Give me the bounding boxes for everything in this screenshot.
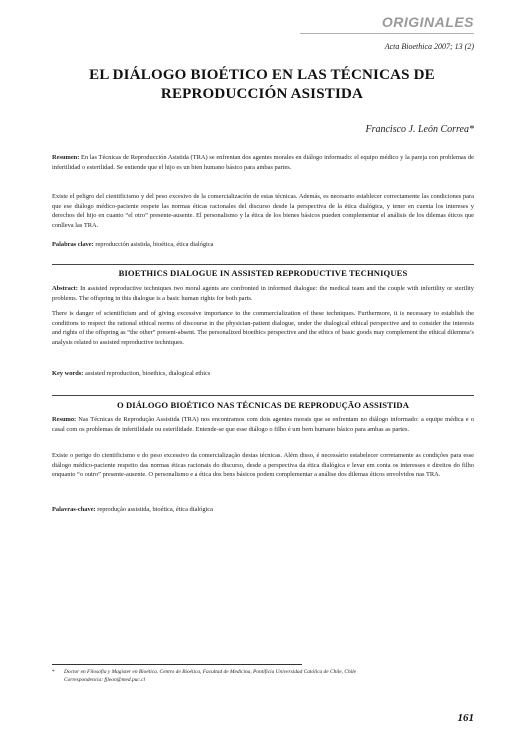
spanish-abstract-p1 [52, 153, 474, 172]
footnote-affiliation: Doctor en Filosofía y Magíster en Bioética. Centro de Bioética, Facultad de Medicina, Pontificia Universidad Católica de Chile, Chile [64, 669, 357, 675]
spanish-abstract-p2: Existe el peligro del cientificismo y del peso excesivo de la comercialización de estas técnicas. Además, es necesario establecer correctamente las condiciones para que ese diálogo médico-paciente respete las normas éticas racionales del discurso desde la perspectiva de la ética dialógica, y tener en cuenta los intereses y derechos del hijo en cuanto “el otro” presente-ausente. El personalismo y la ética de los bienes básicos pueden complementar el análisis de los dilemas éticos que conlleva las TRA. [52, 193, 474, 229]
portuguese-keywords-text: reprodução assistida, bioética, ética dialógica [95, 506, 213, 513]
english-section-rule [52, 264, 474, 265]
portuguese-abstract-p1 [52, 415, 474, 434]
portuguese-section-header: O DIÁLOGO BIOÉTICO NAS TÉCNICAS DE REPRODUÇÃO ASSISTIDA [116, 400, 410, 410]
portuguese-abstract-text-1: Nas Técnicas de Reprodução Assistida (TRA) nos encontramos com dois agentes morais que se enfrentam no diálogo informado: a equipe médica e o casal com os problemas de infertilidade ou esterilidade. Entende-se que esse diálogo o filho é um bem humano básico para ambas as partes. [52, 416, 474, 433]
english-abstract-p2: There is danger of scientificism and of giving excessive importance to the commercialization of these techniques. Furthermore, it is necessary to establish the conditions to respect the rational ethical norms of discourse in the physician-patient dialogue, under the dialogical ethical perspective and to consider the interests and rights of the offspring as “the other” present-absent. The personalized bioethics perspective and the ethics of basic goods may complement the ethical dilemma’s analysis related to assisted reproductive techniques. [52, 310, 474, 346]
portuguese-abstract-label: Resumo: [52, 416, 77, 423]
spanish-abstract-label: Resumen: [52, 154, 80, 161]
section-tag-rule [300, 33, 474, 34]
journal-reference: Acta Bioethica 2007; 13 (2) [384, 42, 474, 51]
english-abstract-p1 [52, 284, 474, 303]
section-tag: ORIGINALES [381, 14, 474, 30]
english-section-header: BIOETHICS DIALOGUE IN ASSISTED REPRODUCTIVE TECHNIQUES [118, 268, 408, 278]
footnote-rule [52, 664, 302, 665]
spanish-abstract-text-1: En las Técnicas de Reproducción Asistida (TRA) se enfrentan dos agentes morales en diálogo informado: el equipo médico y la pareja con problemas de infertilidad o esterilidad. Se entiende que el hijo es un bien humano básico para ambas partes. [52, 154, 474, 171]
author-footnote [52, 668, 474, 684]
spanish-keywords-text: reproducción asistida, bioética, ética dialógica [93, 241, 214, 248]
spanish-keywords-label: Palabras clave: [52, 241, 94, 248]
portuguese-abstract-p2: Existe o perigo do cientificismo e do peso excessivo da comercialização destas técnicas. Além disso, é necessário estabelecer corretamente as condições para esse diálogo médico-paciente respeito das normas éticas racionais do discurso, desde a perspectiva da ética dialógica e levar em conta os interesses e direitos do filho enquanto “o outro” presente-ausente. O personalismo e a ética dos bens básicos podem complementar a análise dos dilemas éticos envolvidos nas TRA. [52, 452, 474, 479]
english-keywords-text: assisted reproduction, bioethics, dialogical ethics [83, 370, 211, 377]
footnote-marker: * [52, 669, 55, 675]
article-title-line-1: EL DIÁLOGO BIOÉTICO EN LAS TÉCNICAS DE [89, 67, 435, 83]
portuguese-section-rule [52, 395, 474, 396]
english-abstract-text-1: In assisted reproductive techniques two moral agents are confronted in informed dialogue: the medical team and the couple with infertility or sterility problems. The offspring in this dialogue is a basic human rights for both parts. [52, 285, 474, 302]
article-title [52, 66, 472, 104]
english-keywords-label: Key words: [52, 370, 84, 377]
english-abstract-label: Abstract: [52, 285, 78, 292]
portuguese-keywords [52, 505, 474, 515]
portuguese-keywords-label: Palavras-chave: [52, 506, 96, 513]
author-name: Francisco J. León Correa* [365, 124, 474, 135]
footnote-correspondence: Correspondencia: fjleon@med.puc.cl [64, 677, 145, 683]
page-number: 161 [457, 712, 474, 724]
spanish-keywords [52, 240, 474, 250]
article-title-line-2: REPRODUCCIÓN ASISTIDA [160, 86, 364, 102]
english-keywords [52, 369, 474, 379]
